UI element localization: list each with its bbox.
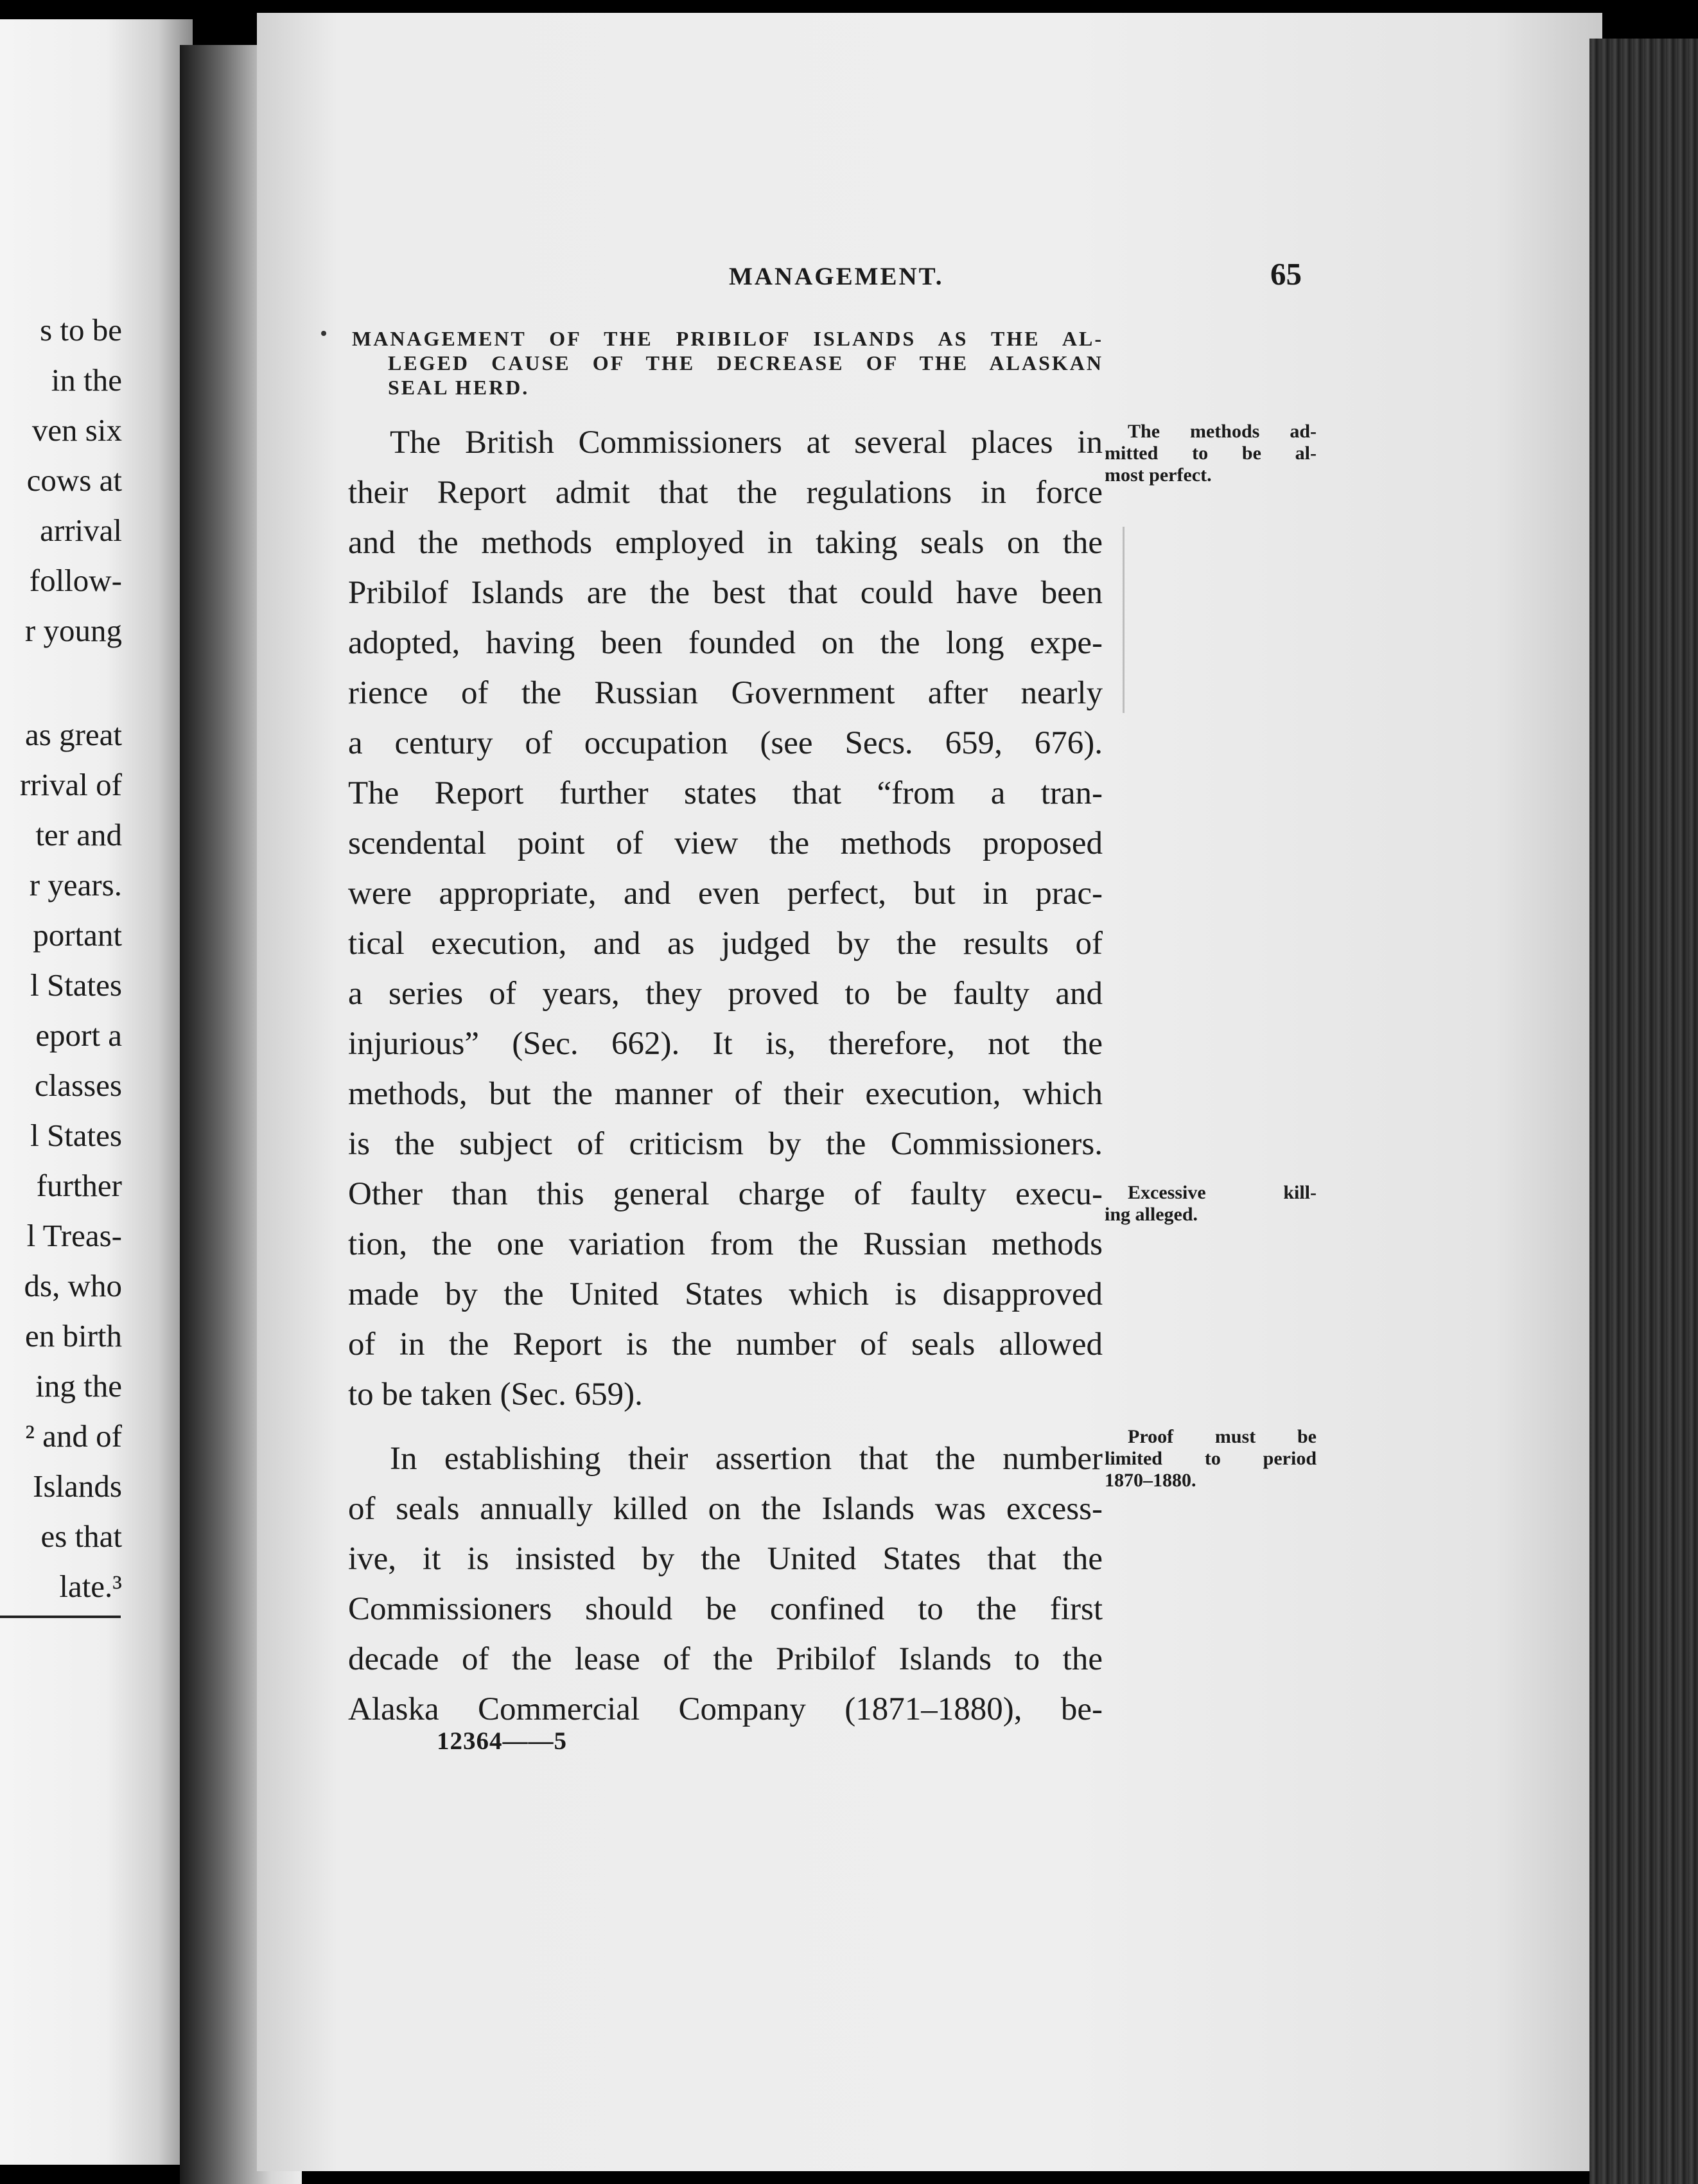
- facing-line: s to be: [40, 312, 122, 348]
- facing-line: en birth: [24, 1318, 122, 1353]
- margin-dot: [321, 331, 326, 336]
- facing-line: eport a: [35, 1017, 122, 1053]
- printer-signature: 12364——5: [437, 1727, 567, 1755]
- text-line: and the methods employed in taking seals on the: [348, 525, 1103, 561]
- section-heading: [352, 326, 1103, 400]
- facing-line: es that: [40, 1519, 122, 1554]
- facing-line: ing the: [35, 1368, 122, 1404]
- facing-line: ² and of: [25, 1418, 122, 1454]
- facing-line: in the: [51, 362, 122, 398]
- text-line: to be taken (Sec. 659).: [348, 1377, 643, 1413]
- running-head: MANAGEMENT.: [729, 263, 944, 290]
- text-line: ive, it is insisted by the United States that the: [348, 1541, 1103, 1577]
- sidenote-line: Excessive kill-: [1128, 1182, 1317, 1203]
- sidenote-killing: [1105, 1182, 1317, 1226]
- text-line: The British Commissioners at several places in: [390, 425, 1103, 461]
- facing-line: l States: [30, 967, 122, 1003]
- facing-line: ds, who: [24, 1268, 122, 1303]
- facing-line: r years.: [29, 867, 122, 903]
- text-line: In establishing their assertion that the number: [390, 1441, 1103, 1477]
- heading-line: MANAGEMENT OF THE PRIBILOF ISLANDS AS THE AL-: [352, 327, 1103, 350]
- text-line: The Report further states that “from a tran-: [348, 775, 1103, 811]
- facing-line: l States: [30, 1118, 122, 1153]
- sidenote-methods: [1105, 421, 1317, 486]
- margin-mark: [1123, 527, 1125, 713]
- text-line: injurious” (Sec. 662). It is, therefore, not the: [348, 1026, 1103, 1062]
- facing-line: as great: [25, 717, 122, 752]
- sidenote-line: ing alleged.: [1105, 1204, 1198, 1225]
- text-line: is the subject of criticism by the Commissioners.: [348, 1126, 1103, 1162]
- facing-page: [0, 19, 193, 2165]
- text-line: scendental point of view the methods proposed: [348, 825, 1103, 861]
- footnote-rule: [0, 1616, 121, 1618]
- text-line: rience of the Russian Government after nearly: [348, 675, 1103, 711]
- facing-line: late.³: [59, 1569, 122, 1604]
- text-line: were appropriate, and even perfect, but in prac-: [348, 876, 1103, 911]
- text-line: a series of years, they proved to be faulty and: [348, 976, 1103, 1012]
- sidenote-line: The methods ad-: [1128, 421, 1317, 442]
- text-line: Other than this general charge of faulty execu-: [348, 1176, 1103, 1212]
- text-line: Commissioners should be confined to the first: [348, 1591, 1103, 1627]
- sidenote-line: most perfect.: [1105, 464, 1212, 486]
- facing-line: portant: [33, 917, 122, 953]
- text-line: their Report admit that the regulations in force: [348, 475, 1103, 511]
- body-text: [348, 418, 1103, 1734]
- text-line: decade of the lease of the Pribilof Islands to the: [348, 1641, 1103, 1677]
- page-number: 65: [1270, 256, 1302, 292]
- facing-line: rrival of: [19, 767, 122, 802]
- facing-line: ven six: [31, 412, 122, 448]
- text-line: a century of occupation (see Secs. 659, 676).: [348, 725, 1103, 761]
- facing-line: l Treas-: [26, 1218, 122, 1253]
- paragraph: [348, 418, 1103, 1420]
- text-line: methods, but the manner of their execution, which: [348, 1076, 1103, 1112]
- paragraph: [348, 1434, 1103, 1734]
- text-line: of in the Report is the number of seals allowed: [348, 1326, 1103, 1362]
- text-line: Alaska Commercial Company (1871–1880), be-: [348, 1691, 1103, 1727]
- facing-line: classes: [34, 1068, 122, 1103]
- text-line: made by the United States which is disapproved: [348, 1276, 1103, 1312]
- facing-line: ter and: [35, 817, 122, 852]
- facing-line: further: [36, 1168, 122, 1203]
- paragraph-gap: [348, 1420, 1103, 1434]
- sidenote-proof: [1105, 1426, 1317, 1492]
- page-edges: [1589, 39, 1698, 2184]
- text-line: adopted, having been founded on the long expe-: [348, 625, 1103, 661]
- heading-line: SEAL HERD.: [388, 376, 530, 399]
- facing-line: follow-: [29, 563, 122, 598]
- text-line: Pribilof Islands are the best that could have been: [348, 575, 1103, 611]
- heading-line: LEGED CAUSE OF THE DECREASE OF THE ALASKAN: [388, 351, 1103, 374]
- facing-line: Islands: [33, 1468, 122, 1504]
- sidenote-line: mitted to be al-: [1105, 443, 1317, 464]
- facing-line: arrival: [40, 513, 122, 548]
- text-line: tical execution, and as judged by the results of: [348, 926, 1103, 962]
- facing-line: cows at: [26, 462, 122, 498]
- text-line: of seals annually killed on the Islands was excess-: [348, 1491, 1103, 1527]
- text-line: tion, the one variation from the Russian methods: [348, 1226, 1103, 1262]
- sidenote-line: Proof must be: [1128, 1426, 1317, 1447]
- sidenote-line: limited to period: [1105, 1448, 1317, 1469]
- sidenote-line: 1870–1880.: [1105, 1470, 1196, 1491]
- facing-line: r young: [24, 613, 122, 648]
